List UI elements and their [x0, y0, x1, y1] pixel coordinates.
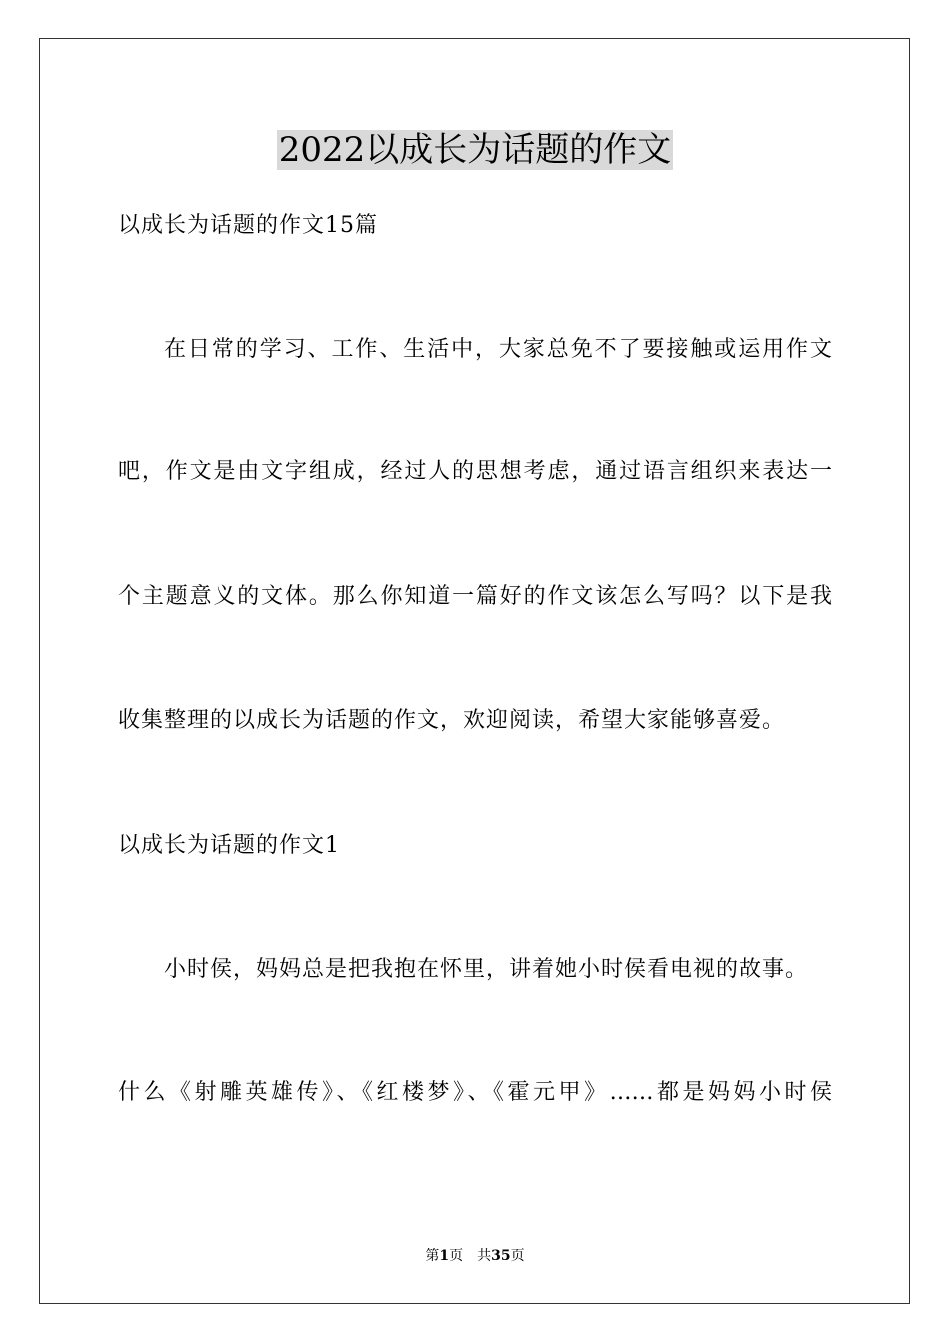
document-title-text: 2022以成长为话题的作文 — [278, 130, 672, 170]
footer-page-number: 1 — [439, 1248, 450, 1264]
intro-line-3: 个主题意义的文体。那么你知道一篇好的作文该怎么写吗？以下是我 — [118, 584, 832, 609]
footer-page-suffix: 页 — [449, 1248, 464, 1264]
footer-total-pages: 35 — [491, 1248, 511, 1264]
document-subtitle: 以成长为话题的作文15篇 — [118, 213, 378, 238]
section-line-2: 什么《射雕英雄传》、《红楼梦》、《霍元甲》……都是妈妈小时侯 — [118, 1080, 832, 1105]
section-heading: 以成长为话题的作文1 — [118, 833, 340, 858]
document-title — [0, 126, 950, 174]
section-line-1: 小时侯，妈妈总是把我抱在怀里，讲着她小时侯看电视的故事。 — [164, 957, 809, 982]
intro-line-4: 收集整理的以成长为话题的作文，欢迎阅读，希望大家能够喜爱。 — [118, 708, 786, 733]
intro-line-1: 在日常的学习、工作、生活中，大家总免不了要接触或运用作文 — [164, 337, 832, 362]
page-footer — [0, 1246, 950, 1266]
intro-line-2: 吧，作文是由文字组成，经过人的思想考虑，通过语言组织来表达一 — [118, 459, 832, 484]
footer-page-prefix: 第 — [425, 1248, 440, 1264]
footer-total-suffix: 页 — [510, 1248, 525, 1264]
footer-total-prefix: 共 — [477, 1248, 492, 1264]
